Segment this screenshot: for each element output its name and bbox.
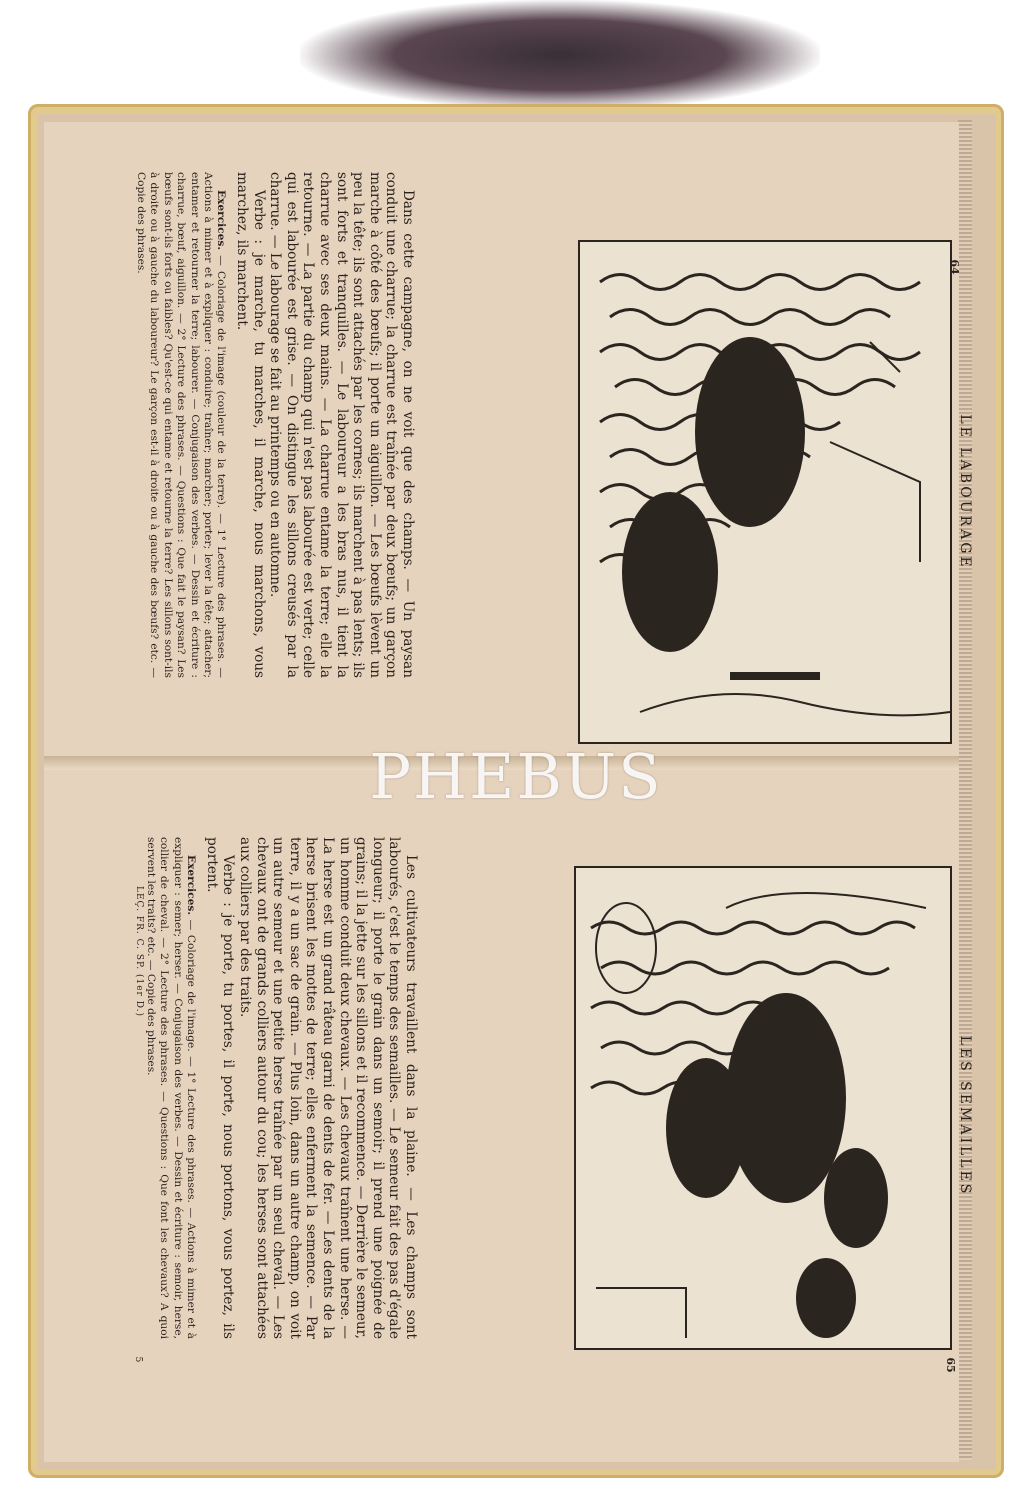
page-65-text (145, 837, 419, 1339)
exercises (144, 837, 198, 1339)
watermark: PHEBUS (369, 740, 663, 813)
exercises (134, 172, 228, 678)
paragraph: Dans cette campagne, on ne voit que des champs. — Un paysan conduit une charrue; la charrue est traînée par deux bœufs; un garçon marche à côté des bœufs; il porte un aiguillon. — Les bœufs lèvent un peu la tête; ils sont attachés par les cornes; ils marchent à pas lents; ils sont forts et tranquilles. — Le laboureur a les bras nus, il tient la charrue avec ses deux mains. — La charrue entame la terre; elle la retourne. — La partie du champ qui n'est pas labourée est verte; celle qui est labourée est grise. — On distingue les sillons creusés par la charrue. — Le labourage se fait au printemps ou en automne. (267, 172, 416, 678)
page-65-signature-number: 5 (133, 1356, 143, 1364)
page-65 (44, 770, 973, 1462)
exercises-label: Exercices. (215, 190, 228, 251)
page-edges (958, 120, 972, 1460)
verb-line: Verbe : je porte, tu portes, il porte, nous portons, vous portez, ils portent. (203, 837, 237, 1339)
exercises-text: — Coloriage de l'image. — 1° Lecture des phrases. — Actions à mimer et à expliquer : semer; herser. — Conjugaison des verbes. — Dessin et écriture : semoir, herse, collier de cheval. — 2° Lecture des phrases. — Questions : Que font les chevaux? A quoi servent les traits? etc. — Copie des phrases. (145, 837, 198, 1339)
sowing-illustration (574, 866, 952, 1350)
page-64 (44, 122, 973, 770)
exercises-label: Exercices. (185, 855, 198, 916)
finger-smudge (300, 0, 820, 110)
page-64-text (135, 172, 416, 678)
exercises-text: — Coloriage de l'image (couleur de la terre). — 1° Lecture des phrases. — Actions à mimer et à expliquer : conduire; traîner; marcher; porter; lever la tête; attacher; entamer et retourner la terre; labourer. — Conjugaison des verbes. — Dessin et écriture : charrue, bœuf, aiguillon. — 2° Lecture des phrases. — Questions : Que fait le paysan? Les bœufs sont-ils forts ou faibles? Qu'est-ce qui entame et retourne la terre? Les sillons sont-ils à droite ou à gauche du laboureur? Le garçon est-il à droite ou à gauche des bœufs? etc. — Copie des phrases. (135, 172, 228, 678)
plowing-illustration (578, 240, 952, 744)
page-65-number: 65 (944, 1357, 957, 1373)
page-64-number: 64 (948, 259, 961, 275)
page-65-footer-note: LEÇ. FR. C. SP. (1er D.) (134, 886, 144, 1017)
page-65-header: LES SEMAILLES (957, 1035, 973, 1197)
paragraph: Les cultivateurs travaillent dans la plaine. — Les champs sont labourés, c'est le temps des semailles. — Le semeur fait des pas d'égale longueur; il porte le grain dans un semoir; il prend une poignée de grains; il la jette sur les sillons et il recommence. — Derrière le semeur, un homme conduit deux chevaux. — Les chevaux traînent une herse. — La herse est un grand râteau garni de dents de fer. — Les dents de la herse brisent les mottes de terre; elles enferment la semence. — Par terre, il y a un sac de grain. — Plus loin, dans un autre champ, on voit un autre semeur et une petite herse traînée par un seul cheval. — Les chevaux ont de grands colliers autour du cou; les herses sont attachées aux colliers par des traits. (237, 837, 419, 1339)
verb-line: Verbe : je marche, tu marches, il marche, nous marchons, vous marchez, ils marchent. (234, 172, 267, 678)
page-64-header: LE LABOURAGE (957, 414, 973, 570)
